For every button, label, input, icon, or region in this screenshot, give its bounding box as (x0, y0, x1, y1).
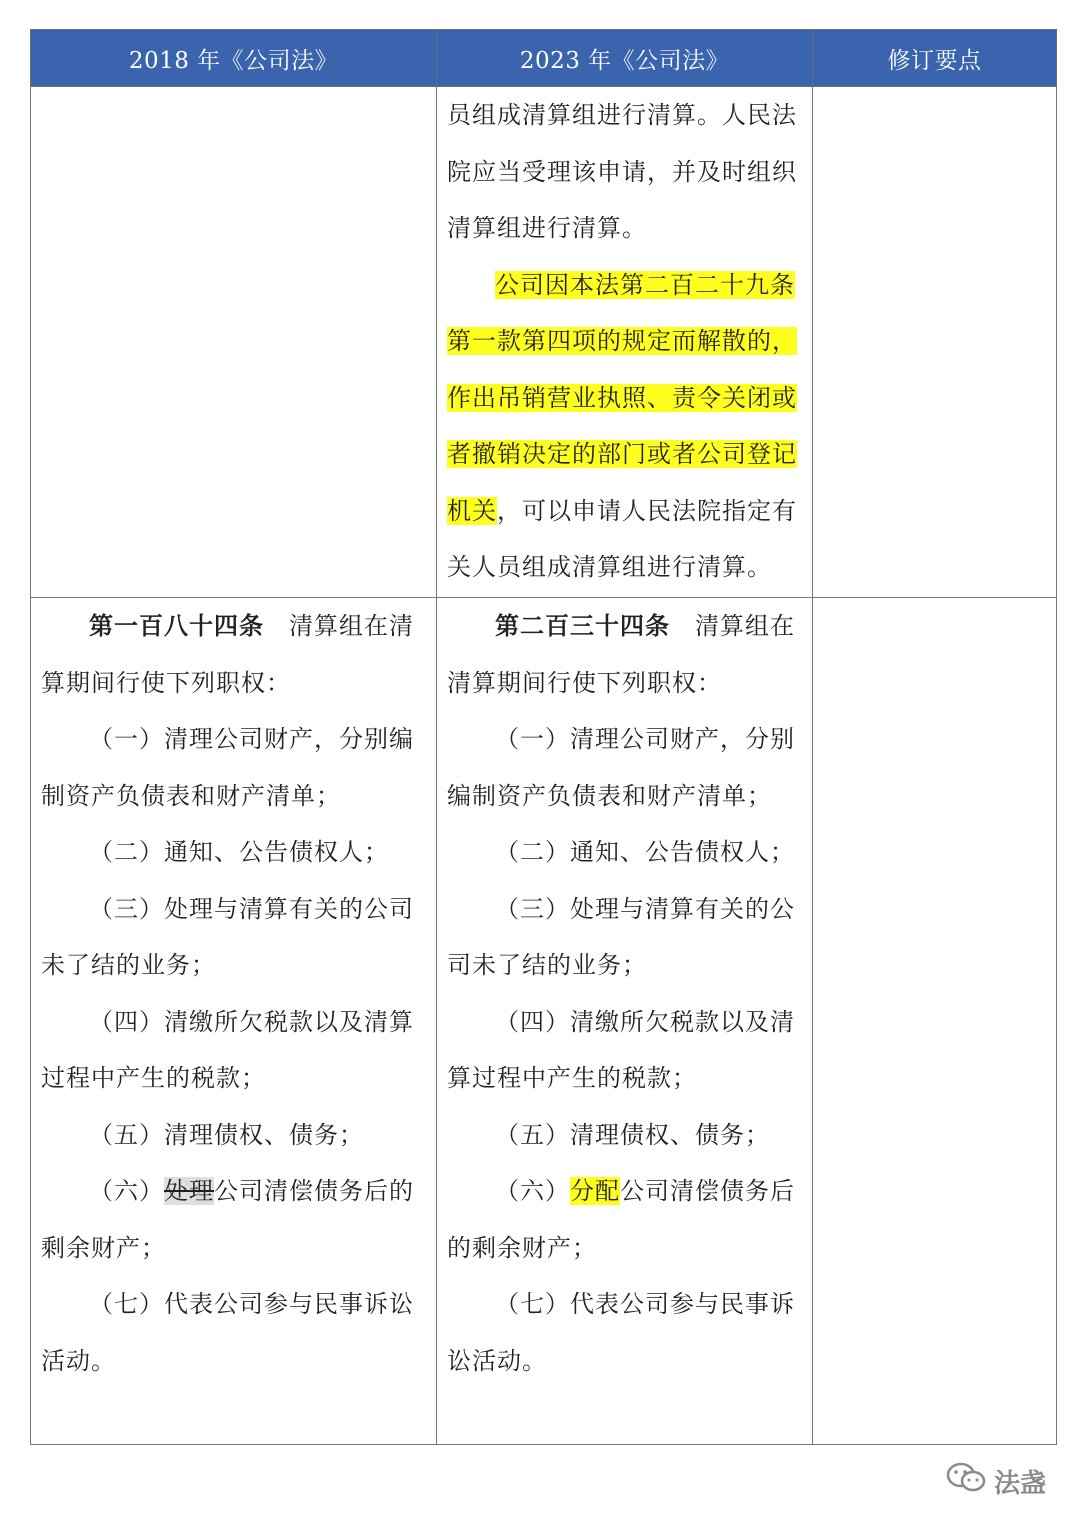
paragraph-text: ，可以申请人民法院指定有关人员组成清算组进行清算。 (447, 496, 797, 581)
table-row (31, 87, 1057, 598)
list-item: （五）清理债权、债务； (89, 1120, 364, 1149)
list-item: （二）通知、公告债权人； (89, 838, 389, 866)
item-prefix: （六） (495, 1177, 570, 1205)
article-heading (41, 598, 426, 711)
list-item: （二）通知、公告债权人； (495, 838, 795, 866)
item-text: 公司清偿债务后的剩余财产； (41, 1177, 414, 1262)
list-item: （五）清理债权、债务； (495, 1120, 770, 1149)
list-item: （七）代表公司参与民事诉讼活动。 (41, 1290, 414, 1375)
highlighted-added-text: 分配 (570, 1177, 620, 1205)
list-item: （三）处理与清算有关的公司未了结的业务； (447, 894, 795, 979)
cell-2018-article (31, 598, 437, 1445)
comparison-table (30, 29, 1057, 1445)
list-item: （四）清缴所欠税款以及清算过程中产生的税款； (447, 1007, 795, 1092)
watermark-text: 法盏 (994, 1468, 1047, 1499)
table-row (31, 598, 1057, 1445)
deleted-text: 处理 (164, 1177, 214, 1205)
list-item: （一）清理公司财产，分别编制资产负债表和财产清单； (447, 725, 795, 810)
list-item (41, 1163, 426, 1276)
watermark (946, 1461, 1046, 1501)
item-prefix: （六） (89, 1177, 164, 1205)
paragraph-continued: 员组成清算组进行清算。人民法院应当受理该申请，并及时组织清算组进行清算。 (447, 101, 797, 242)
article-number: 第二百三十四条 (495, 611, 670, 640)
table-header-row (31, 30, 1057, 87)
list-item: （三）处理与清算有关的公司未了结的业务； (41, 894, 414, 979)
article-intro: 清算组在清算期间行使下列职权： (41, 612, 414, 697)
header-2023-law: 2023 年《公司法》 (437, 30, 813, 87)
cell-2023-text (437, 87, 813, 598)
list-item: （七）代表公司参与民事诉讼活动。 (447, 1290, 795, 1375)
cell-2018-empty (31, 87, 437, 598)
cell-2023-article (437, 598, 813, 1445)
header-revision-points: 修订要点 (813, 30, 1057, 87)
cell-revision-empty (813, 598, 1057, 1445)
header-2018-law: 2018 年《公司法》 (31, 30, 437, 87)
item-text: 公司清偿债务后的剩余财产； (447, 1177, 795, 1262)
article-number: 第一百八十四条 (89, 611, 264, 640)
wechat-icon (946, 1462, 986, 1501)
list-item (447, 1163, 802, 1276)
list-item: （四）清缴所欠税款以及清算过程中产生的税款； (41, 1007, 414, 1092)
article-intro: 清算组在清算期间行使下列职权： (447, 612, 795, 697)
list-item: （一）清理公司财产，分别编制资产负债表和财产清单； (41, 725, 414, 810)
paragraph-new-clause (447, 257, 802, 596)
cell-revision-empty (813, 87, 1057, 598)
highlighted-added-text: 公司因本法第二百二十九条第一款第四项的规定而解散的，作出吊销营业执照、责令关闭或者撤销决定的部门或者公司登记机关 (447, 270, 797, 525)
article-heading (447, 598, 802, 711)
